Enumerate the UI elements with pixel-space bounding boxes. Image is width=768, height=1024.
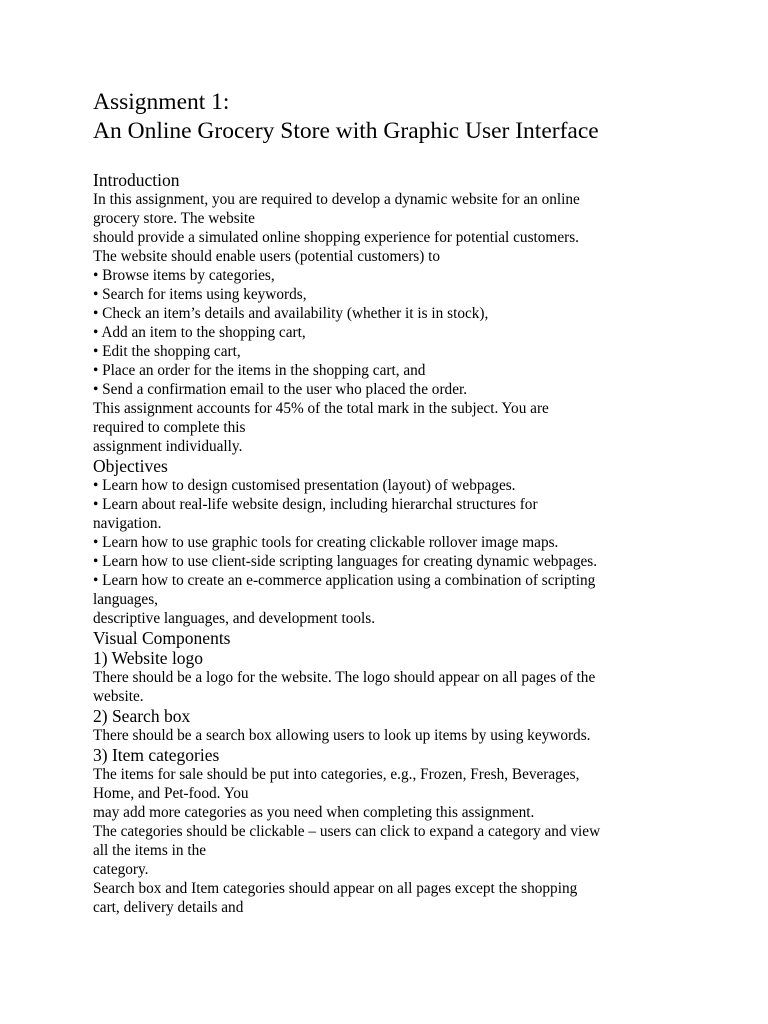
- text-line: assignment individually.: [93, 438, 243, 455]
- text-line: category.: [93, 861, 149, 878]
- text-line: The categories should be clickable – users can click to expand a category and view: [93, 823, 601, 840]
- text-line: languages,: [93, 591, 158, 608]
- bullet-item: • Browse items by categories,: [93, 267, 275, 284]
- item-categories-heading: 3) Item categories: [93, 745, 220, 765]
- bullet-item: • Check an item’s details and availability (whether it is in stock),: [93, 305, 489, 322]
- document-page: [93, 88, 693, 917]
- text-line: descriptive languages, and development tools.: [93, 610, 376, 627]
- document-title-line-2: An Online Grocery Store with Graphic User Interface: [93, 118, 599, 144]
- text-line: The website should enable users (potential customers) to: [93, 248, 441, 265]
- bullet-item: • Learn how to use graphic tools for creating clickable rollover image maps.: [93, 534, 559, 551]
- bullet-item: • Learn how to design customised presentation (layout) of webpages.: [93, 477, 516, 494]
- text-line: Search box and Item categories should appear on all pages except the shopping: [93, 880, 578, 897]
- text-line: This assignment accounts for 45% of the total mark in the subject. You are: [93, 400, 549, 417]
- search-box-heading: 2) Search box: [93, 706, 191, 726]
- text-line: There should be a search box allowing users to look up items by using keywords.: [93, 727, 591, 744]
- text-line: should provide a simulated online shopping experience for potential customers.: [93, 229, 579, 246]
- text-line: grocery store. The website: [93, 210, 255, 227]
- introduction-heading: Introduction: [93, 170, 180, 190]
- website-logo-heading: 1) Website logo: [93, 648, 204, 668]
- visual-components-heading: Visual Components: [93, 628, 231, 648]
- text-line: all the items in the: [93, 842, 207, 859]
- text-line: website.: [93, 688, 144, 705]
- document-title-line-1: Assignment 1:: [93, 89, 230, 115]
- text-line: In this assignment, you are required to develop a dynamic website for an online: [93, 191, 580, 208]
- bullet-item: • Learn how to use client-side scripting languages for creating dynamic webpages.: [93, 553, 598, 570]
- bullet-item: • Send a confirmation email to the user who placed the order.: [93, 381, 468, 398]
- text-line: required to complete this: [93, 419, 246, 436]
- text-line: navigation.: [93, 515, 162, 532]
- text-line: There should be a logo for the website. The logo should appear on all pages of the: [93, 669, 596, 686]
- bullet-item: • Learn how to create an e-commerce application using a combination of scripting: [93, 572, 596, 589]
- spacer: [93, 146, 693, 170]
- text-line: may add more categories as you need when completing this assignment.: [93, 804, 535, 821]
- objectives-heading: Objectives: [93, 456, 168, 476]
- bullet-item: • Add an item to the shopping cart,: [93, 324, 306, 341]
- bullet-item: • Search for items using keywords,: [93, 286, 307, 303]
- text-line: Home, and Pet-food. You: [93, 785, 249, 802]
- text-line: The items for sale should be put into categories, e.g., Frozen, Fresh, Beverages,: [93, 766, 580, 783]
- bullet-item: • Place an order for the items in the shopping cart, and: [93, 362, 426, 379]
- bullet-item: • Edit the shopping cart,: [93, 343, 241, 360]
- text-line: cart, delivery details and: [93, 899, 244, 916]
- bullet-item: • Learn about real-life website design, including hierarchal structures for: [93, 496, 538, 513]
